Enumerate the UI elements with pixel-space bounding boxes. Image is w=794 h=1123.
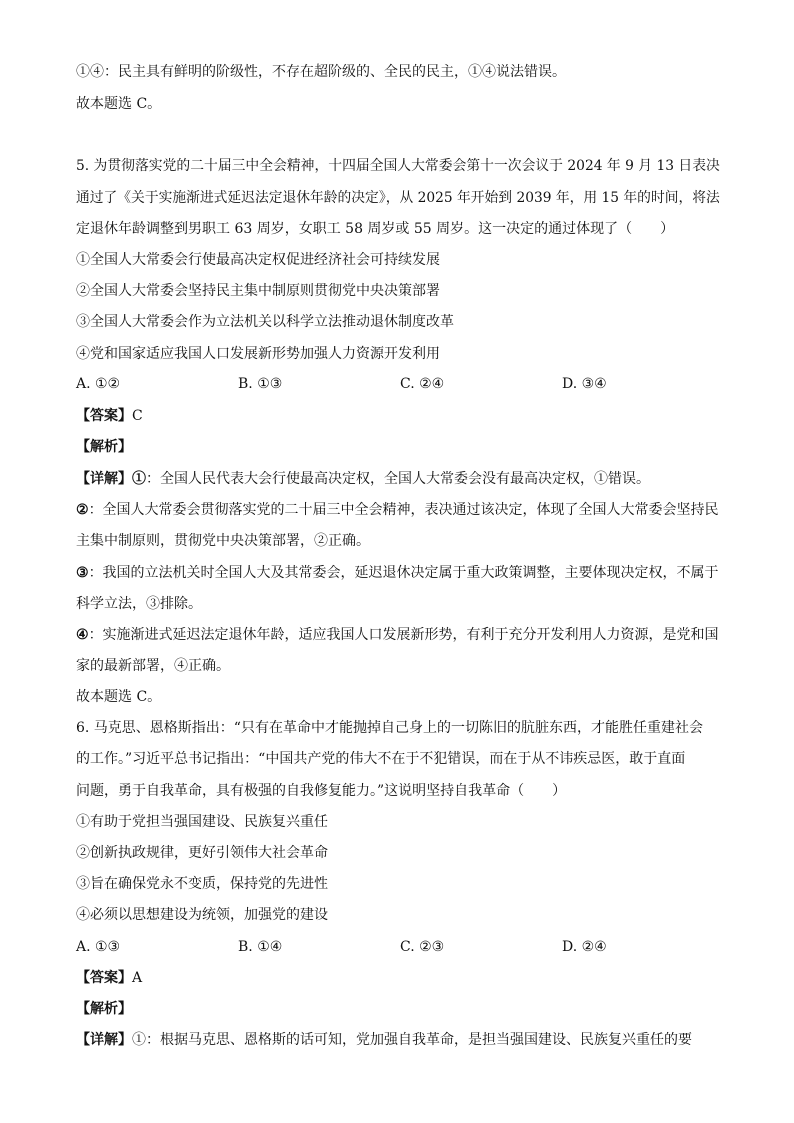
q6-option-c: C. ②③: [400, 939, 445, 955]
answer-value: A: [132, 970, 143, 986]
q5-answer: [76, 406, 143, 426]
q6-statement-3: ③旨在确保党永不变质，保持党的先进性: [76, 876, 328, 892]
q5-detail-line-3: 主集中制原则，贯彻党中央决策部署，②正确。: [76, 533, 370, 549]
q5-analysis-tag: 【解析】: [76, 439, 132, 455]
q5-stem-line-3: 定退休年龄调整到男职工 63 周岁，女职工 58 周岁或 55 周岁。这一决定的通过体现了（ ）: [76, 221, 675, 237]
q6-option-b: B. ①④: [238, 939, 283, 955]
q6-stem-line-1: 6. 马克思、恩格斯指出：“只有在革命中才能抛掉自己身上的一切陈旧的肮脏东西，才能胜任重建社会: [76, 720, 703, 736]
detail-marker: ③: [76, 565, 89, 581]
q6-stem-line-3: 问题，勇于自我革命，具有极强的自我修复能力。”这说明坚持自我革命（ ）: [76, 783, 567, 799]
q5-option-d: D. ③④: [562, 376, 607, 392]
q6-statement-4: ④必须以思想建设为统领，加强党的建设: [76, 907, 328, 923]
detail-tag: 【详解】: [76, 471, 132, 487]
q5-detail-line-5: 科学立法，③排除。: [76, 596, 202, 612]
q6-option-a: A. ①③: [76, 939, 121, 955]
answer-value: C: [132, 408, 143, 424]
detail-marker: ②: [76, 502, 89, 518]
q5-statement-3: ③全国人大常委会作为立法机关以科学立法推动退休制度改革: [76, 314, 454, 330]
q5-stem-line-1: 5. 为贯彻落实党的二十届三中全会精神，十四届全国人大常委会第十一次会议于 2024 年 9 月 13 日表决: [76, 158, 720, 174]
q6-stem-line-2: 的工作。”习近平总书记指出：“中国共产党的伟大不在于不犯错误，而在于从不讳疾忌医，敢于直面: [76, 751, 686, 767]
q5-statement-1: ①全国人大常委会行使最高决定权促进经济社会可持续发展: [76, 252, 440, 268]
q5-detail-line-6: ④：实施渐进式延迟法定退休年龄，适应我国人口发展新形势，有利于充分开发利用人力资源，是党和国: [76, 627, 719, 643]
answer-tag: 【答案】: [76, 970, 132, 986]
q5-detail-line-2: ②：全国人大常委会贯彻落实党的二十届三中全会精神，表决通过该决定，体现了全国人大常委会坚持民: [76, 502, 719, 518]
detail-tag: 【详解】: [76, 1032, 132, 1048]
q5-detail-line-7: 家的最新部署，④正确。: [76, 658, 230, 674]
q6-analysis-tag: 【解析】: [76, 1001, 132, 1017]
q5-detail-line-4: ③：我国的立法机关时全国人大及其常委会，延迟退休决定属于重大政策调整，主要体现决定权，不属于: [76, 565, 719, 581]
q5-statement-4: ④党和国家适应我国人口发展新形势加强人力资源开发利用: [76, 346, 440, 362]
detail-marker: ①: [132, 471, 146, 487]
detail-marker: ④: [76, 627, 89, 643]
prev-analysis-line: ①④：民主具有鲜明的阶级性，不存在超阶级的、全民的民主，①④说法错误。: [76, 64, 566, 80]
q5-option-c: C. ②④: [400, 376, 445, 392]
prev-conclusion: 故本题选 C。: [76, 96, 162, 112]
q6-statement-1: ①有助于党担当强国建设、民族复兴重任: [76, 814, 328, 830]
q5-statement-2: ②全国人大常委会坚持民主集中制原则贯彻党中央决策部署: [76, 283, 440, 299]
q6-statement-2: ②创新执政规律，更好引领伟大社会革命: [76, 845, 328, 861]
answer-tag: 【答案】: [76, 408, 132, 424]
q6-detail-line-1: 【详解】①：根据马克思、恩格斯的话可知，党加强自我革命，是担当强国建设、民族复兴重任的要: [76, 1032, 692, 1048]
q5-option-a: A. ①②: [76, 376, 121, 392]
q5-option-b: B. ①③: [238, 376, 283, 392]
q5-detail-line-1: 【详解】①：全国人民代表大会行使最高决定权，全国人大常委会没有最高决定权，①错误。: [76, 471, 650, 487]
q6-option-d: D. ②④: [562, 939, 607, 955]
q6-answer: [76, 968, 142, 988]
q5-stem-line-2: 通过了《关于实施渐进式延迟法定退休年龄的决定》，从 2025 年开始到 2039 年，用 15 年的时间，将法: [76, 190, 720, 206]
q5-conclusion: 故本题选 C。: [76, 689, 162, 705]
